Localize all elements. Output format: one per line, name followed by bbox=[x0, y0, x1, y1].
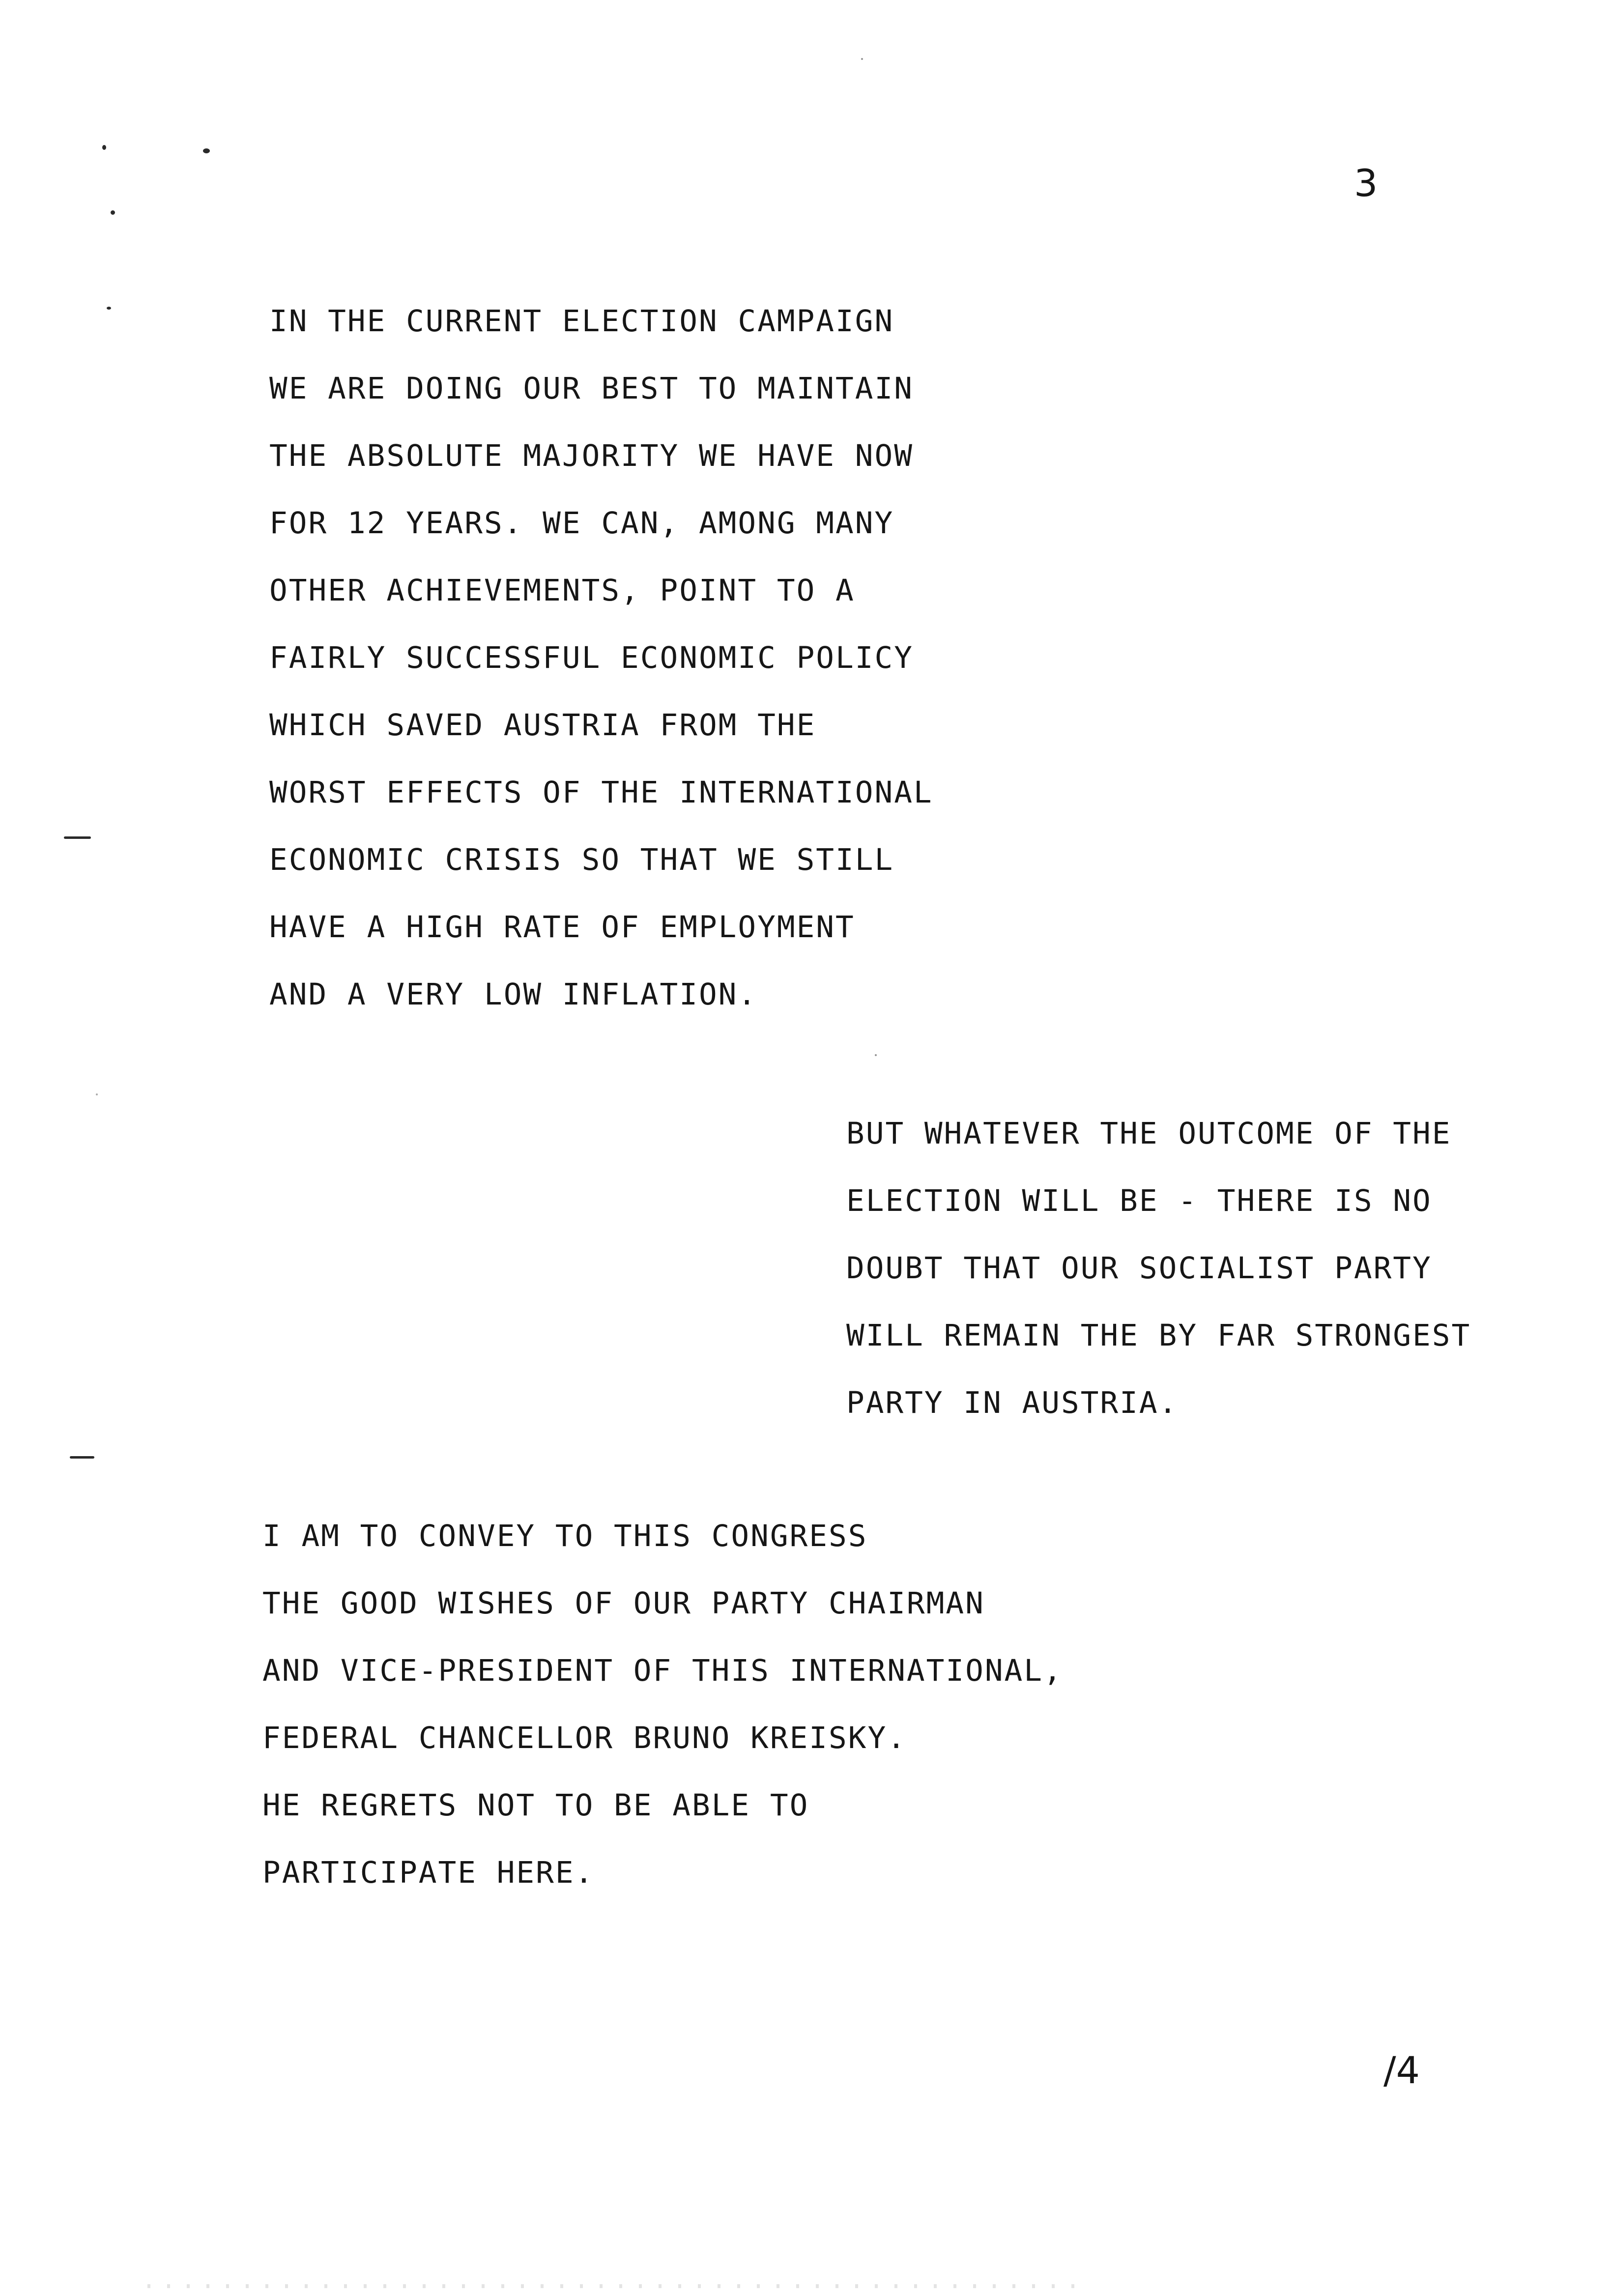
scan-speck bbox=[875, 1054, 877, 1056]
scan-speck bbox=[96, 1093, 98, 1095]
text-line: WILL REMAIN THE BY FAR STRONGEST bbox=[846, 1318, 1471, 1353]
text-line: HAVE A HIGH RATE OF EMPLOYMENT bbox=[269, 910, 855, 945]
text-line: PARTY IN AUSTRIA. bbox=[846, 1385, 1179, 1420]
text-line: WHICH SAVED AUSTRIA FROM THE bbox=[269, 708, 816, 743]
text-line: FEDERAL CHANCELLOR BRUNO KREISKY. bbox=[262, 1721, 907, 1755]
scan-speck bbox=[107, 307, 111, 310]
text-line: OTHER ACHIEVEMENTS, POINT TO A bbox=[269, 573, 855, 608]
scan-speck bbox=[861, 58, 863, 60]
scan-mark bbox=[64, 836, 91, 839]
text-line: AND VICE-PRESIDENT OF THIS INTERNATIONAL, bbox=[262, 1653, 1063, 1688]
text-line: WORST EFFECTS OF THE INTERNATIONAL bbox=[269, 775, 933, 810]
paragraph-election-campaign bbox=[269, 287, 933, 1028]
text-line: AND A VERY LOW INFLATION. bbox=[269, 977, 758, 1012]
text-line: THE ABSOLUTE MAJORITY WE HAVE NOW bbox=[269, 438, 914, 473]
paragraph-good-wishes bbox=[262, 1502, 1063, 1906]
text-line: ELECTION WILL BE - THERE IS NO bbox=[846, 1183, 1432, 1218]
text-line: FAIRLY SUCCESSFUL ECONOMIC POLICY bbox=[269, 640, 914, 675]
text-line: BUT WHATEVER THE OUTCOME OF THE bbox=[846, 1116, 1452, 1151]
text-line: I AM TO CONVEY TO THIS CONGRESS bbox=[262, 1519, 868, 1553]
scan-speck bbox=[102, 145, 106, 150]
scan-mark bbox=[70, 1456, 94, 1459]
text-line: PARTICIPATE HERE. bbox=[262, 1855, 595, 1890]
text-line: FOR 12 YEARS. WE CAN, AMONG MANY bbox=[269, 506, 894, 541]
text-line: DOUBT THAT OUR SOCIALIST PARTY bbox=[846, 1251, 1432, 1286]
scan-speck bbox=[203, 148, 210, 153]
scan-noise bbox=[147, 2284, 1081, 2288]
paragraph-election-outcome bbox=[846, 1100, 1471, 1436]
page-number: 3 bbox=[1354, 161, 1378, 205]
text-line: WE ARE DOING OUR BEST TO MAINTAIN bbox=[269, 371, 914, 406]
text-line: IN THE CURRENT ELECTION CAMPAIGN bbox=[269, 304, 894, 339]
text-line: THE GOOD WISHES OF OUR PARTY CHAIRMAN bbox=[262, 1586, 985, 1621]
scan-speck bbox=[111, 210, 115, 215]
text-line: ECONOMIC CRISIS SO THAT WE STILL bbox=[269, 842, 894, 877]
next-page-marker: /4 bbox=[1383, 2048, 1420, 2092]
text-line: HE REGRETS NOT TO BE ABLE TO bbox=[262, 1788, 809, 1823]
